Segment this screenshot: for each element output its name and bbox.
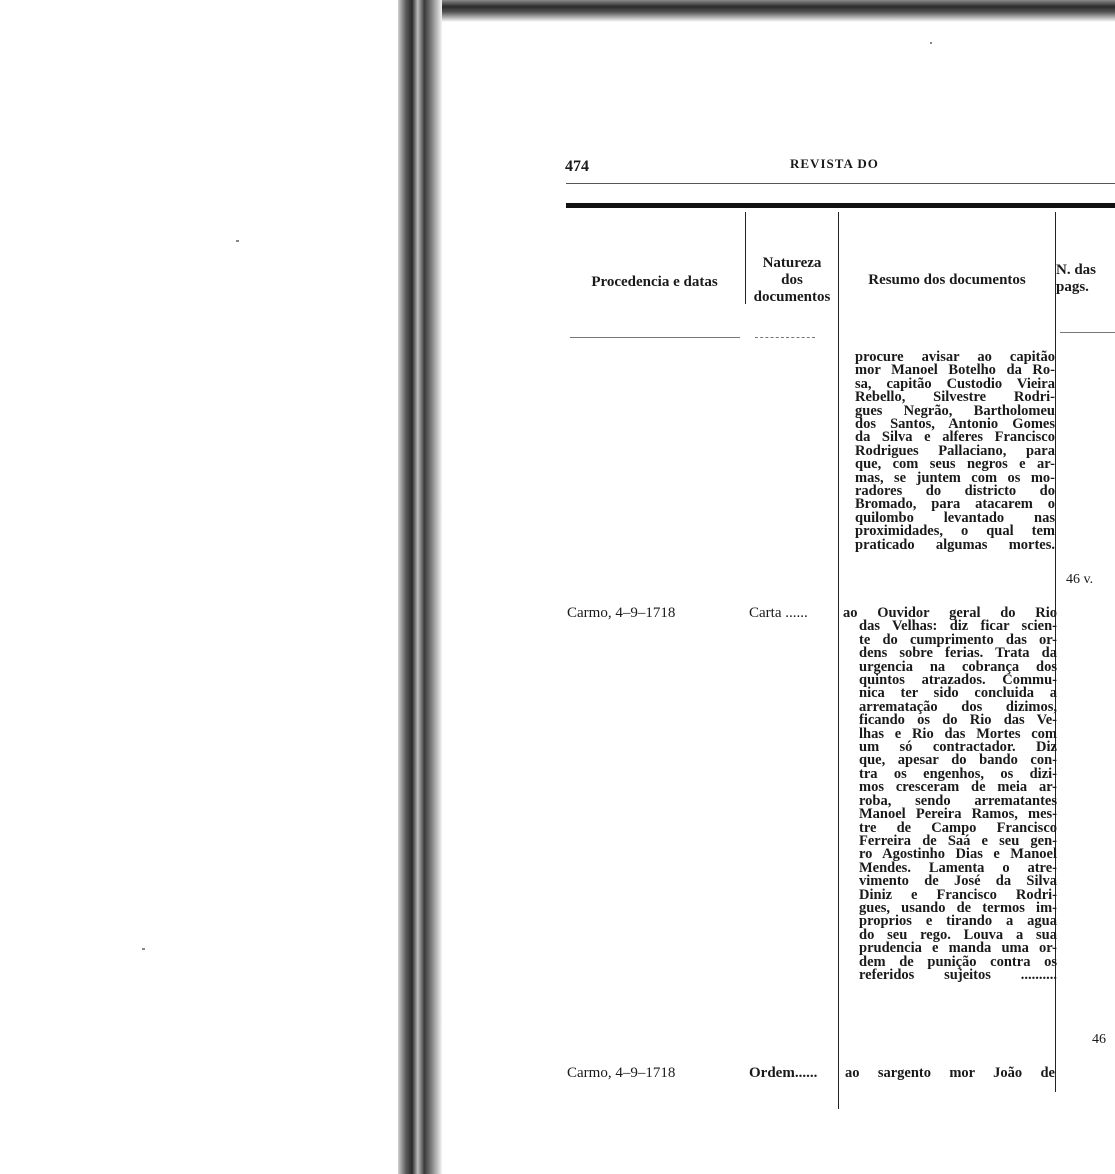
summary-line: nica ter sido concluida a [859, 685, 1057, 702]
summary-line: quintos atrazados. Commu- [859, 672, 1057, 689]
summary-line: da Silva e alferes Francisco [855, 429, 1055, 446]
summary-line: proximidades, o qual tem [855, 523, 1055, 540]
col-header-summary: Resumo dos documentos [868, 272, 1026, 288]
summary-line: tre de Campo Francisco [859, 819, 1057, 836]
summary-line: ficando os do Rio das Ve- [859, 712, 1057, 729]
summary-line: tra os engenhos, os dizi- [859, 765, 1057, 782]
page-number: 474 [565, 158, 589, 175]
summary-line: mor Manoel Botelho da Ro- [855, 362, 1055, 379]
summary-line: ao sargento mor João de [845, 1065, 1055, 1081]
book-page [442, 22, 1115, 1174]
summary-line: Diniz e Francisco Rodri- [859, 886, 1057, 903]
summary-cell [843, 607, 1057, 982]
scan-speck [142, 948, 145, 950]
summary-line: dens sobre ferias. Trata da [859, 645, 1057, 662]
book-spine-gutter [398, 0, 442, 1174]
summary-line: gues Negrão, Bartholomeu [855, 402, 1055, 419]
scan-speck [930, 42, 932, 44]
summary-line: praticado algumas mortes. [855, 536, 1055, 553]
summary-line: procure avisar ao capitão [855, 349, 1055, 365]
summary-line: arrematação dos dizimos, [859, 698, 1057, 715]
summary-line: dos Santos, Antonio Gomes [855, 416, 1055, 433]
summary-line: que, com seus negros e ar- [855, 456, 1055, 473]
summary-line: vimento de José da Silva [859, 873, 1057, 890]
summary-line: Bromado, para atacarem o [855, 496, 1055, 513]
summary-line: mas, se juntem com os mo- [855, 469, 1055, 486]
summary-line: quilombo levantado nas [855, 509, 1055, 526]
col-header-nature-line: documentos [753, 289, 831, 305]
summary-line: das Velhas: diz ficar scien- [859, 618, 1057, 635]
summary-line: lhas e Rio das Mortes com [859, 725, 1057, 742]
summary-line: te do cumprimento das or- [859, 631, 1057, 648]
col-header-nature [747, 255, 837, 306]
summary-line: prudencia e manda uma or- [859, 940, 1057, 957]
summary-line: roba, sendo arrematantes [859, 792, 1057, 809]
pages-cell: 46 [1092, 1032, 1106, 1047]
summary-line: que, apesar do bando con- [859, 752, 1057, 769]
nature-cell: Carta ...... [749, 605, 808, 621]
origin-cell: Carmo, 4–9–1718 [567, 1065, 676, 1081]
col-header-nature-line: dos [781, 272, 803, 288]
col-header-origin: Procedencia e datas [591, 274, 718, 290]
summary-line: gues, usando de termos im- [859, 899, 1057, 916]
summary-line: do seu rego. Louva a sua [859, 926, 1057, 943]
summary-line: Mendes. Lamenta o atre- [859, 859, 1057, 876]
summary-line: Rebello, Silvestre Rodri- [855, 389, 1055, 406]
pages-cell: 46 v. [1066, 572, 1094, 587]
col-header-pages [1056, 262, 1115, 296]
col-header-nature-line: Natureza [762, 255, 822, 271]
summary-line: ao Ouvidor geral do Rio [843, 605, 1057, 621]
running-title: REVISTA DO [790, 156, 879, 171]
summary-line: sa, capitão Custodio Vieira [855, 375, 1055, 392]
summary-line: proprios e tirando a agua [859, 913, 1057, 930]
header-rule [566, 183, 1115, 184]
scan-speck [236, 240, 239, 242]
summary-line: urgencia na cobrança dos [859, 658, 1057, 675]
summary-line: Ferreira de Saá e seu gen- [859, 832, 1057, 849]
nature-cell: Ordem...... [749, 1065, 818, 1081]
summary-cell [845, 1067, 1055, 1080]
table-top-rule [566, 203, 1115, 208]
summary-line: radores do districto do [855, 483, 1055, 500]
col-header-pages-line: pags. [1056, 279, 1089, 295]
column-divider-summary [838, 212, 839, 1109]
header-separator [755, 337, 815, 338]
summary-line: dem de punição contra os [859, 953, 1057, 970]
origin-cell: Carmo, 4–9–1718 [567, 605, 676, 621]
col-header-pages-line: N. das [1056, 262, 1097, 278]
summary-line: referidos sujeitos .......... [859, 966, 1057, 983]
summary-line: Manoel Pereira Ramos, mes- [859, 806, 1057, 823]
summary-line: um só contractador. Diz [859, 739, 1057, 756]
book-spine-top-shadow [398, 0, 1115, 22]
summary-line: mos cresceram de meia ar- [859, 779, 1057, 796]
summary-line: ro Agostinho Dias e Manoel [859, 846, 1057, 863]
summary-line: Rodrigues Pallaciano, para [855, 442, 1055, 459]
column-divider-nature [745, 212, 746, 304]
header-separator [1060, 332, 1115, 333]
header-separator [570, 337, 740, 338]
summary-cell [855, 351, 1055, 552]
